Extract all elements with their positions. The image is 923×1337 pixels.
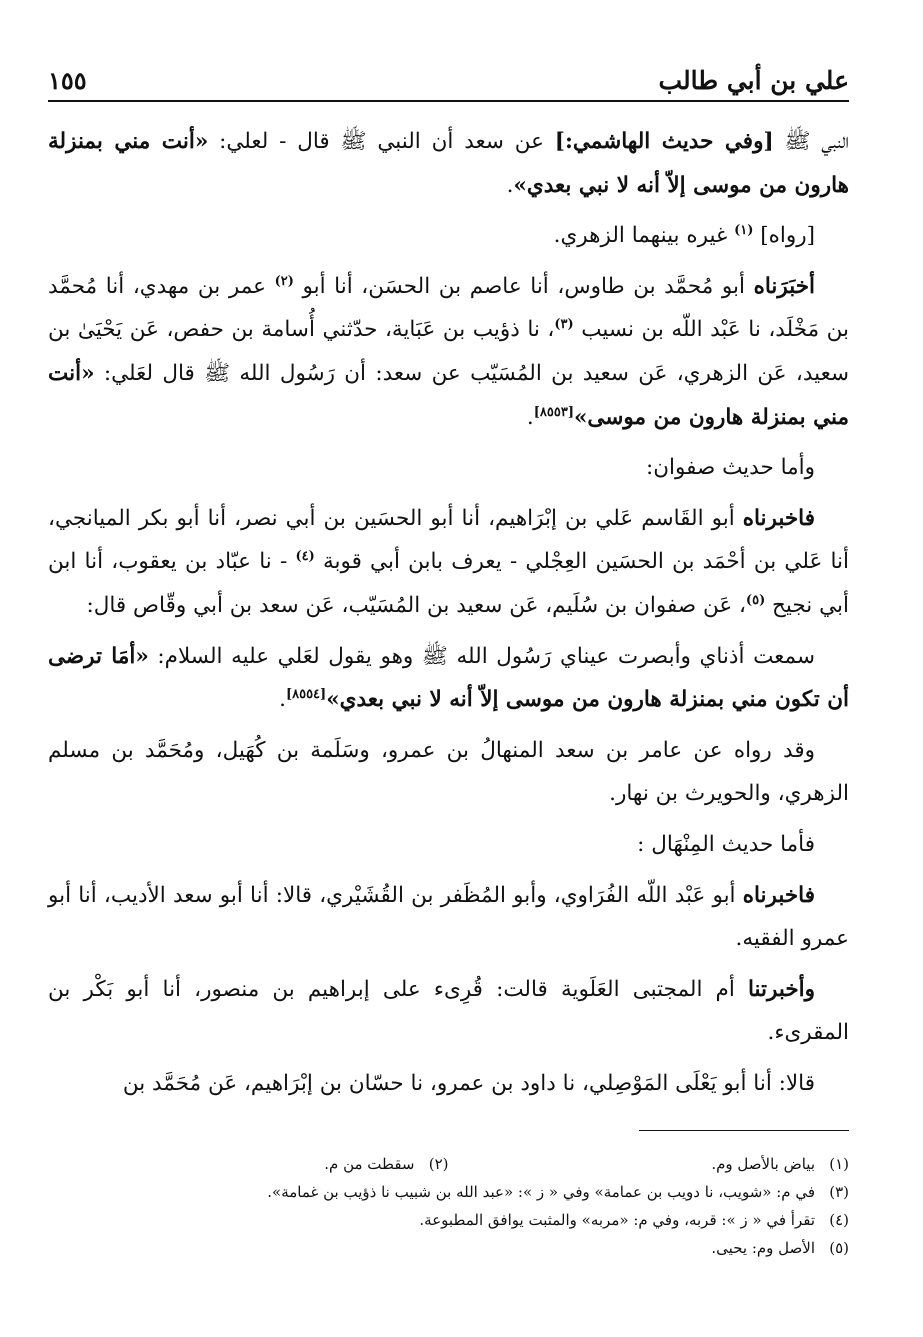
text-run: فأما حديث المِنْهَال : <box>637 831 815 857</box>
hadith-quote: «أمَا ترضى أن تكون مني بمنزلة هارون من موسى إلاّ أنه لا نبي بعدي» <box>48 643 849 713</box>
footnote-ref: (٢) <box>274 273 294 289</box>
page-header <box>48 60 849 102</box>
chain-lead-word: أخبَرَناه <box>753 273 815 299</box>
footnote-ref: (٥) <box>745 592 766 608</box>
hadith-number: [٨٥٥٤] <box>285 686 327 702</box>
footnote-number: (١) <box>829 1155 849 1173</box>
paragraph-3 <box>48 265 849 439</box>
text-run: وأما حديث صفوان: <box>645 455 815 481</box>
chain-lead-word: وأخبرتنا <box>747 976 815 1002</box>
text-run: وقد رواه عن عامر بن سعد المنهالُ بن عمرو، وسَلَمة بن كُهَيل، ومُحَمَّد بن مسلم الزهري، والحويرث بن نهار. <box>48 737 849 807</box>
main-text <box>48 120 849 1112</box>
footnote <box>48 1150 449 1178</box>
text-run: ، نا ذؤيب بن عَبَاية، حدّثني أُسامة بن حفص، عَن يَحْيَىٰ بن سعيد، عَن الزهري، عَن سعيد بن المُسَيّب عن سعد: أن رَسُول الله ﷺ قال لعَلي: <box>48 317 849 386</box>
text-run: قالا: أنا أبو يَعْلَى المَوْصِلي، نا داود بن عمرو، نا حسّان بن إبْرَاهيم، عَن مُحَمَّد بن <box>122 1070 815 1096</box>
footnote-separator <box>639 1130 849 1131</box>
chain-lead-word: فاخبرناه <box>742 505 815 531</box>
paragraph-1 <box>48 120 849 207</box>
highlighted-text: [وفي حديث الهاشمي:] <box>554 129 774 154</box>
footnote <box>48 1206 849 1234</box>
footnote-number: (٢) <box>428 1155 449 1173</box>
text-run: عن سعد أن النبي ﷺ قال - لعلي: <box>208 129 555 154</box>
footnote-number: (٤) <box>829 1211 849 1229</box>
footnote-row <box>48 1150 849 1178</box>
footnote-text: سقطت من م. <box>324 1155 415 1173</box>
text-run: ، عَن صفوان بن سُلَيم، عَن سعيد بن المُسَيّب، عَن سعد بن أبي وقّاص قال: <box>86 592 746 618</box>
hadith-quote: «أنت مني بمنزلة هارون من موسى إلاّ أنه لا نبي بعدي» <box>48 129 849 198</box>
text-run: عمر بن مهدي، أنا مُحمَّد بن مَخْلَد، نا عَبْد اللّه بن نسيب <box>48 273 850 343</box>
footnote <box>449 1150 850 1178</box>
chain-lead-word: فاخبرناه <box>742 882 815 908</box>
footnote-ref: (١) <box>734 223 754 239</box>
paragraph-5 <box>48 497 849 628</box>
footnote <box>48 1178 849 1206</box>
footnote-number: (٣) <box>829 1183 849 1201</box>
text-run: - نا عبّاد بن يعقوب، أنا ابن أبي نجيح <box>48 549 849 618</box>
text-run: غيره بينهما الزهري. <box>553 223 735 249</box>
footnote-text: الأصل وم: يحيى. <box>711 1239 815 1257</box>
paragraph-6 <box>48 635 849 722</box>
paragraph-7 <box>48 729 849 816</box>
paragraph-9 <box>48 874 849 961</box>
footnote-number: (٥) <box>829 1239 849 1257</box>
text-run: أبو عَبْد اللّه الفُرَاوي، وأبو المُظَفر بن القُشَيْري، قالا: أنا أبو سعد الأديب، أنا أبو عمرو الفقيه. <box>48 882 849 952</box>
paragraph-10 <box>48 968 849 1055</box>
footnote-ref: (٤) <box>295 549 315 565</box>
hadith-number: [٨٥٥٣] <box>533 404 574 420</box>
hadith-quote: «أنت مني بمنزلة هارون من موسى» <box>48 360 849 430</box>
text-run: . <box>506 172 514 198</box>
footnote-text: في م: «شويب، نا دويب بن عمامة» وفي « ز »: «عبد الله بن شبيب نا ذؤيب بن غمامة». <box>267 1183 815 1201</box>
footnote-text: بياض بالأصل وم. <box>711 1155 815 1173</box>
paragraph-8 <box>48 823 849 867</box>
footnotes <box>48 1150 849 1262</box>
text-run: أبو مُحمَّد بن طاوس، أنا عاصم بن الحسَن، أنا أبو <box>293 273 754 299</box>
paragraph-11 <box>48 1062 849 1106</box>
running-title: علي بن أبي طالب <box>658 66 849 95</box>
paragraph-4 <box>48 446 849 490</box>
footnote-ref: (٣) <box>554 317 574 333</box>
text-run: . <box>526 404 534 430</box>
text-run: . <box>279 687 286 713</box>
text-run: النبي ﷺ <box>784 129 850 154</box>
text-run: أم المجتبى العَلَوية قالت: قُرِىء على إبراهيم بن منصور، أنا أبو بَكْر بن المقرىء. <box>48 976 849 1046</box>
footnote <box>48 1234 849 1262</box>
page-number: ١٥٥ <box>48 66 87 95</box>
paragraph-2 <box>48 214 849 258</box>
text-run: سمعت أذناي وأبصرت عيناي رَسُول الله ﷺ وهو يقول لعَلي عليه السلام: <box>148 643 815 669</box>
footnote-text: تقرأ في « ز »: قربه، وفي م: «مربه» والمثبت يوافق المطبوعة. <box>419 1211 815 1229</box>
text-run: [رواه] <box>753 223 815 249</box>
text-run: أبو القَاسم عَلي بن إبْرَاهيم، أنا أبو الحسَين بن أبي نصر، أنا أبو بكر الميانجي، أنا عَلي بن أحْمَد بن الحسَين العِجْلي - يعرف بابن أبي قوبة <box>48 505 850 575</box>
